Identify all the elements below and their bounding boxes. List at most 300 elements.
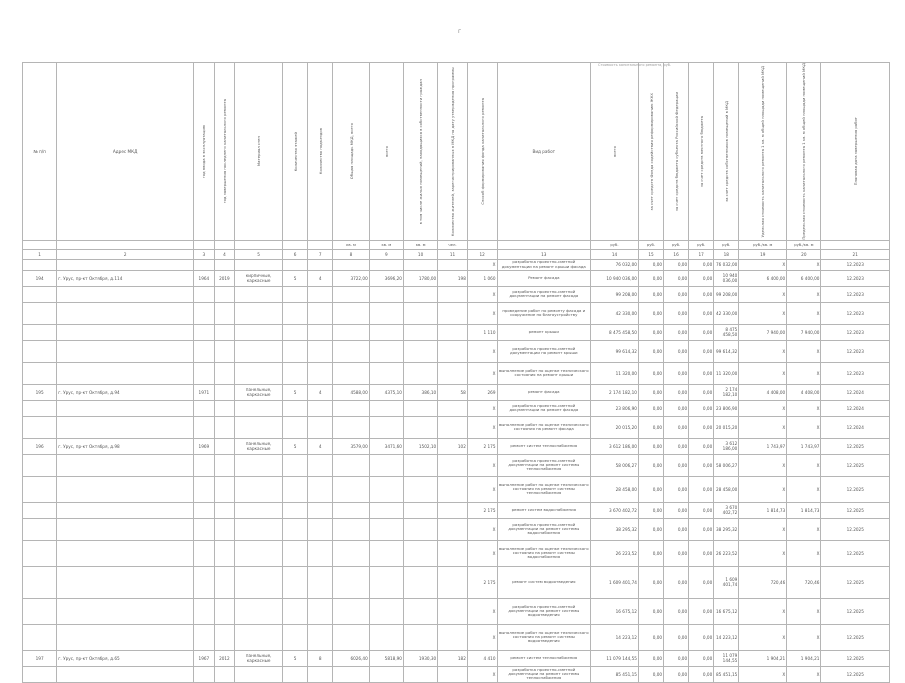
header-unit-cost: Удельная стоимость капитального ремонта 1 кв. м общей площади помещений МКД bbox=[760, 65, 766, 237]
area-living bbox=[403, 666, 437, 682]
area-total bbox=[369, 286, 403, 302]
entrances bbox=[308, 259, 333, 270]
header-year-overhaul: год завершения последнего капитального ремонта bbox=[221, 99, 227, 204]
floors bbox=[283, 624, 308, 650]
owners-cost: 99 614,32 bbox=[714, 340, 739, 362]
area-total bbox=[369, 362, 403, 384]
floors bbox=[283, 362, 308, 384]
fund-cost: 0,00 bbox=[638, 362, 663, 384]
year-built bbox=[194, 502, 215, 518]
local-cost: 0,00 bbox=[689, 454, 714, 476]
unit-cell bbox=[214, 240, 235, 249]
unit-cost: X bbox=[739, 362, 787, 384]
area-total bbox=[369, 476, 403, 502]
owners-cost: 2 174 182,10 bbox=[714, 384, 739, 400]
fund-cost: 0,00 bbox=[638, 502, 663, 518]
fund-cost: 0,00 bbox=[638, 340, 663, 362]
year-overhaul: 2019 bbox=[214, 270, 235, 286]
work-type: разработка проектно-сметной документации на ремонт фасада bbox=[497, 400, 591, 416]
funding-method: X bbox=[467, 518, 497, 540]
total-area bbox=[333, 400, 370, 416]
limit-cost: 4 408,00 bbox=[787, 384, 821, 400]
work-type: выполнение работ по оценке технического состояния на ремонт системы теплоснабжения bbox=[497, 476, 591, 502]
year-built: 1964 bbox=[194, 270, 215, 286]
row-number bbox=[23, 476, 57, 502]
unit-cost: X bbox=[739, 340, 787, 362]
work-type: разработка проектно-сметной документации на ремонт фасада bbox=[497, 286, 591, 302]
area-total bbox=[369, 540, 403, 566]
budget-cost: 0,00 bbox=[664, 518, 689, 540]
residents bbox=[438, 286, 468, 302]
budget-cost: 0,00 bbox=[664, 454, 689, 476]
unit-cost: 1 743,97 bbox=[739, 438, 787, 454]
year-built bbox=[194, 476, 215, 502]
header-total-area: Общая площадь МКД, всего bbox=[348, 123, 354, 180]
table-row bbox=[23, 302, 890, 324]
year-overhaul bbox=[214, 340, 235, 362]
work-type: ремонт систем водоснабжения bbox=[497, 502, 591, 518]
total-cost: 20 015,20 bbox=[591, 416, 639, 438]
floors bbox=[283, 518, 308, 540]
total-cost: 42 330,00 bbox=[591, 302, 639, 324]
row-number bbox=[23, 518, 57, 540]
wall-material bbox=[235, 476, 283, 502]
residents bbox=[438, 476, 468, 502]
deadline: 12.2025 bbox=[821, 438, 890, 454]
area-living: 386,10 bbox=[403, 384, 437, 400]
area-total: 4375,10 bbox=[369, 384, 403, 400]
budget-cost: 0,00 bbox=[664, 666, 689, 682]
total-area bbox=[333, 540, 370, 566]
owners-cost: 8 475 458,50 bbox=[714, 324, 739, 340]
header-owners-source: за счет средств собственников помещений в МКД bbox=[723, 100, 729, 202]
floors bbox=[283, 416, 308, 438]
area-living bbox=[403, 362, 437, 384]
header-num: № п/п bbox=[23, 63, 57, 241]
unit-cost: X bbox=[739, 454, 787, 476]
owners-cost: 14 223,12 bbox=[714, 624, 739, 650]
address bbox=[57, 400, 194, 416]
table-row bbox=[23, 259, 890, 270]
floors bbox=[283, 286, 308, 302]
total-cost: 11 079 144,55 bbox=[591, 650, 639, 666]
address: г. Урус, пр-кт Октября, д.65 bbox=[57, 650, 194, 666]
table-row bbox=[23, 270, 890, 286]
limit-cost: 720,46 bbox=[787, 566, 821, 598]
entrances: 8 bbox=[308, 650, 333, 666]
table-row bbox=[23, 650, 890, 666]
area-living bbox=[403, 286, 437, 302]
year-built: 1967 bbox=[194, 650, 215, 666]
table-row bbox=[23, 416, 890, 438]
unit-cell bbox=[308, 240, 333, 249]
wall-material bbox=[235, 324, 283, 340]
floors bbox=[283, 324, 308, 340]
work-type: ремонт систем теплоснабжения bbox=[497, 650, 591, 666]
local-cost: 0,00 bbox=[689, 476, 714, 502]
work-type: разработка проектно-сметной документации на ремонт системы водоснабжения bbox=[497, 518, 591, 540]
total-area bbox=[333, 476, 370, 502]
floors: 5 bbox=[283, 438, 308, 454]
header-address: Адрес МКД bbox=[57, 63, 194, 241]
header-method: Способ формирования фонда капитального ремонта bbox=[479, 97, 485, 205]
fund-cost: 0,00 bbox=[638, 270, 663, 286]
wall-material bbox=[235, 416, 283, 438]
owners-cost: 3 612 186,00 bbox=[714, 438, 739, 454]
year-overhaul bbox=[214, 362, 235, 384]
local-cost: 0,00 bbox=[689, 384, 714, 400]
work-type: проведение работ по ремонту фасада и сооружение по благоустройству bbox=[497, 302, 591, 324]
fund-cost: 0,00 bbox=[638, 566, 663, 598]
area-living: 1930,30 bbox=[403, 650, 437, 666]
year-overhaul bbox=[214, 502, 235, 518]
unit-cost: 6 400,00 bbox=[739, 270, 787, 286]
row-number bbox=[23, 302, 57, 324]
wall-material: кирпичные, каркасные bbox=[235, 270, 283, 286]
table-row bbox=[23, 384, 890, 400]
funding-method: X bbox=[467, 259, 497, 270]
column-number: 21 bbox=[821, 249, 890, 259]
work-type: разработка проектно-сметной документации на ремонт крыши фасада bbox=[497, 259, 591, 270]
year-built bbox=[194, 259, 215, 270]
entrances: 4 bbox=[308, 270, 333, 286]
area-living bbox=[403, 454, 437, 476]
column-number: 20 bbox=[787, 249, 821, 259]
column-number: 10 bbox=[403, 249, 437, 259]
limit-cost: X bbox=[787, 476, 821, 502]
deadline: 12.2025 bbox=[821, 502, 890, 518]
unit-cost: 4 408,00 bbox=[739, 384, 787, 400]
budget-cost: 0,00 bbox=[664, 566, 689, 598]
area-total bbox=[369, 324, 403, 340]
column-number: 3 bbox=[194, 249, 215, 259]
funding-method: 269 bbox=[467, 384, 497, 400]
local-cost: 0,00 bbox=[689, 650, 714, 666]
year-overhaul bbox=[214, 624, 235, 650]
total-area bbox=[333, 259, 370, 270]
area-living bbox=[403, 518, 437, 540]
address bbox=[57, 518, 194, 540]
work-type: выполнение работ по оценке технического состояния на ремонт крыши bbox=[497, 362, 591, 384]
column-number: 4 bbox=[214, 249, 235, 259]
row-number bbox=[23, 324, 57, 340]
fund-cost: 0,00 bbox=[638, 650, 663, 666]
wall-material: панельные, каркасные bbox=[235, 384, 283, 400]
unit-cell: руб. bbox=[714, 240, 739, 249]
deadline: 12.2025 bbox=[821, 518, 890, 540]
budget-cost: 0,00 bbox=[664, 270, 689, 286]
limit-cost: X bbox=[787, 598, 821, 624]
deadline: 12.2025 bbox=[821, 566, 890, 598]
work-type: ремонт систем теплоснабжения bbox=[497, 438, 591, 454]
unit-cell bbox=[194, 240, 215, 249]
year-overhaul bbox=[214, 518, 235, 540]
limit-cost: 1 814,73 bbox=[787, 502, 821, 518]
header-fund-total: всего bbox=[612, 145, 617, 157]
residents bbox=[438, 362, 468, 384]
year-built: 1971 bbox=[194, 384, 215, 400]
area-living: 1780,00 bbox=[403, 270, 437, 286]
deadline: 12.2025 bbox=[821, 476, 890, 502]
wall-material bbox=[235, 598, 283, 624]
unit-cell bbox=[497, 240, 591, 249]
total-area: 6026,40 bbox=[333, 650, 370, 666]
column-number: 13 bbox=[497, 249, 591, 259]
area-living bbox=[403, 502, 437, 518]
table-row bbox=[23, 598, 890, 624]
limit-cost: X bbox=[787, 362, 821, 384]
table-row bbox=[23, 502, 890, 518]
total-cost: 26 223,52 bbox=[591, 540, 639, 566]
deadline: 12.2023 bbox=[821, 302, 890, 324]
area-living: 1502,10 bbox=[403, 438, 437, 454]
funding-method: X bbox=[467, 624, 497, 650]
unit-cost: X bbox=[739, 624, 787, 650]
unit-cell bbox=[235, 240, 283, 249]
deadline: 12.2023 bbox=[821, 362, 890, 384]
total-cost: 38 295,32 bbox=[591, 518, 639, 540]
entrances bbox=[308, 416, 333, 438]
wall-material bbox=[235, 540, 283, 566]
table-row bbox=[23, 666, 890, 682]
unit-cell: руб./кв. м bbox=[739, 240, 787, 249]
row-number bbox=[23, 502, 57, 518]
address bbox=[57, 286, 194, 302]
total-area bbox=[333, 566, 370, 598]
deadline: 12.2023 bbox=[821, 340, 890, 362]
fund-cost: 0,00 bbox=[638, 438, 663, 454]
wall-material bbox=[235, 518, 283, 540]
total-area: 3722,00 bbox=[333, 270, 370, 286]
area-living bbox=[403, 566, 437, 598]
deadline: 12.2024 bbox=[821, 384, 890, 400]
owners-cost: 11 320,00 bbox=[714, 362, 739, 384]
work-type: ремонт фасада bbox=[497, 384, 591, 400]
total-area bbox=[333, 518, 370, 540]
area-total bbox=[369, 624, 403, 650]
fund-cost: 0,00 bbox=[638, 518, 663, 540]
fund-cost: 0,00 bbox=[638, 286, 663, 302]
page-mark: г bbox=[458, 28, 462, 35]
total-cost: 16 675,12 bbox=[591, 598, 639, 624]
row-number: 195 bbox=[23, 384, 57, 400]
year-built bbox=[194, 302, 215, 324]
limit-cost: X bbox=[787, 540, 821, 566]
owners-cost: 20 015,20 bbox=[714, 416, 739, 438]
owners-cost: 42 330,00 bbox=[714, 302, 739, 324]
column-number: 9 bbox=[369, 249, 403, 259]
area-living bbox=[403, 598, 437, 624]
funding-method: X bbox=[467, 362, 497, 384]
area-total bbox=[369, 502, 403, 518]
floors bbox=[283, 540, 308, 566]
local-cost: 0,00 bbox=[689, 400, 714, 416]
row-number bbox=[23, 624, 57, 650]
unit-cell bbox=[57, 240, 194, 249]
column-number: 8 bbox=[333, 249, 370, 259]
area-living bbox=[403, 624, 437, 650]
floors bbox=[283, 454, 308, 476]
year-overhaul bbox=[214, 454, 235, 476]
unit-cell: руб. bbox=[591, 240, 639, 249]
row-number bbox=[23, 286, 57, 302]
year-overhaul bbox=[214, 324, 235, 340]
area-living bbox=[403, 416, 437, 438]
year-overhaul bbox=[214, 416, 235, 438]
local-cost: 0,00 bbox=[689, 502, 714, 518]
funding-method: 1 060 bbox=[467, 270, 497, 286]
area-total bbox=[369, 566, 403, 598]
row-number bbox=[23, 340, 57, 362]
entrances bbox=[308, 362, 333, 384]
deadline: 12.2025 bbox=[821, 598, 890, 624]
floors bbox=[283, 340, 308, 362]
column-number: 6 bbox=[283, 249, 308, 259]
entrances bbox=[308, 624, 333, 650]
unit-cost: 7 940,00 bbox=[739, 324, 787, 340]
funding-method: 2 175 bbox=[467, 566, 497, 598]
residents bbox=[438, 502, 468, 518]
funding-method: X bbox=[467, 598, 497, 624]
unit-cost: X bbox=[739, 540, 787, 566]
owners-cost: 38 295,32 bbox=[714, 518, 739, 540]
row-number bbox=[23, 454, 57, 476]
column-number: 2 bbox=[57, 249, 194, 259]
year-overhaul bbox=[214, 598, 235, 624]
unit-cell: руб. bbox=[689, 240, 714, 249]
deadline: 12.2025 bbox=[821, 650, 890, 666]
owners-cost: 16 675,12 bbox=[714, 598, 739, 624]
year-built bbox=[194, 416, 215, 438]
area-total bbox=[369, 302, 403, 324]
column-number: 7 bbox=[308, 249, 333, 259]
fee-header: Стоимость капитального ремонта, руб. bbox=[598, 63, 672, 67]
header-fund-source: за счет средств Фонда содействия реформированию ЖКХ bbox=[648, 92, 654, 211]
funding-method: 2 175 bbox=[467, 502, 497, 518]
header-deadline: Плановая дата завершения работ bbox=[852, 117, 858, 186]
entrances bbox=[308, 400, 333, 416]
column-number: 19 bbox=[739, 249, 787, 259]
local-cost: 0,00 bbox=[689, 270, 714, 286]
year-overhaul bbox=[214, 476, 235, 502]
row-number bbox=[23, 416, 57, 438]
entrances bbox=[308, 598, 333, 624]
unit-cell: кв. м bbox=[403, 240, 437, 249]
units-row bbox=[23, 240, 890, 249]
work-type: ремонт систем водоотведения bbox=[497, 566, 591, 598]
row-number bbox=[23, 400, 57, 416]
budget-cost: 0,00 bbox=[664, 438, 689, 454]
work-type: выполнение работ по оценке технического состояния на ремонт системы водоотведения bbox=[497, 624, 591, 650]
limit-cost: 6 400,00 bbox=[787, 270, 821, 286]
area-total bbox=[369, 259, 403, 270]
unit-cost: X bbox=[739, 518, 787, 540]
fund-cost: 0,00 bbox=[638, 476, 663, 502]
owners-cost: 58 006,27 bbox=[714, 454, 739, 476]
total-area bbox=[333, 324, 370, 340]
unit-cell bbox=[283, 240, 308, 249]
funding-method: X bbox=[467, 400, 497, 416]
unit-cell: руб./кв. м bbox=[787, 240, 821, 249]
total-cost: 28 458,00 bbox=[591, 476, 639, 502]
owners-cost: 76 032,00 bbox=[714, 259, 739, 270]
total-cost: 58 006,27 bbox=[591, 454, 639, 476]
address bbox=[57, 540, 194, 566]
local-cost: 0,00 bbox=[689, 340, 714, 362]
fund-cost: 0,00 bbox=[638, 666, 663, 682]
year-built bbox=[194, 324, 215, 340]
table-row bbox=[23, 286, 890, 302]
wall-material bbox=[235, 666, 283, 682]
total-cost: 99 614,32 bbox=[591, 340, 639, 362]
wall-material bbox=[235, 624, 283, 650]
area-total bbox=[369, 454, 403, 476]
budget-cost: 0,00 bbox=[664, 502, 689, 518]
header-budget-source: за счет средств бюджета субъекта Российской Федерации bbox=[673, 91, 679, 211]
residents bbox=[438, 666, 468, 682]
local-cost: 0,00 bbox=[689, 518, 714, 540]
wall-material bbox=[235, 454, 283, 476]
residents bbox=[438, 400, 468, 416]
fund-cost: 0,00 bbox=[638, 259, 663, 270]
limit-cost: X bbox=[787, 259, 821, 270]
funding-method: X bbox=[467, 416, 497, 438]
row-number: 194 bbox=[23, 270, 57, 286]
funding-method: X bbox=[467, 540, 497, 566]
entrances: 4 bbox=[308, 384, 333, 400]
year-overhaul: 2012 bbox=[214, 650, 235, 666]
limit-cost: X bbox=[787, 518, 821, 540]
year-overhaul bbox=[214, 666, 235, 682]
header-limit-cost: Предельная стоимость капитального ремонта 1 кв. м общей площади помещений МКД bbox=[801, 63, 807, 240]
entrances bbox=[308, 540, 333, 566]
wall-material bbox=[235, 400, 283, 416]
deadline: 12.2025 bbox=[821, 666, 890, 682]
deadline: 12.2025 bbox=[821, 624, 890, 650]
table-row bbox=[23, 362, 890, 384]
area-living bbox=[403, 476, 437, 502]
total-cost: 10 940 036,00 bbox=[591, 270, 639, 286]
table-row bbox=[23, 518, 890, 540]
year-overhaul bbox=[214, 566, 235, 598]
total-cost: 3 670 402,72 bbox=[591, 502, 639, 518]
work-type: разработка проектно-сметной документации на ремонт системы теплоснабжения bbox=[497, 666, 591, 682]
year-built bbox=[194, 566, 215, 598]
area-total: 3696,20 bbox=[369, 270, 403, 286]
table-row bbox=[23, 454, 890, 476]
residents bbox=[438, 598, 468, 624]
funding-method: X bbox=[467, 666, 497, 682]
table-row bbox=[23, 324, 890, 340]
owners-cost: 1 609 401,74 bbox=[714, 566, 739, 598]
year-overhaul bbox=[214, 400, 235, 416]
wall-material bbox=[235, 286, 283, 302]
address bbox=[57, 416, 194, 438]
area-total bbox=[369, 598, 403, 624]
local-cost: 0,00 bbox=[689, 259, 714, 270]
total-cost: 76 032,00 bbox=[591, 259, 639, 270]
entrances bbox=[308, 666, 333, 682]
unit-cell bbox=[23, 240, 57, 249]
local-cost: 0,00 bbox=[689, 286, 714, 302]
work-type: ремонт крыши bbox=[497, 324, 591, 340]
year-built bbox=[194, 340, 215, 362]
fund-cost: 0,00 bbox=[638, 598, 663, 624]
total-cost: 8 475 458,50 bbox=[591, 324, 639, 340]
unit-cell: кв. м bbox=[333, 240, 370, 249]
deadline: 12.2023 bbox=[821, 270, 890, 286]
entrances bbox=[308, 518, 333, 540]
